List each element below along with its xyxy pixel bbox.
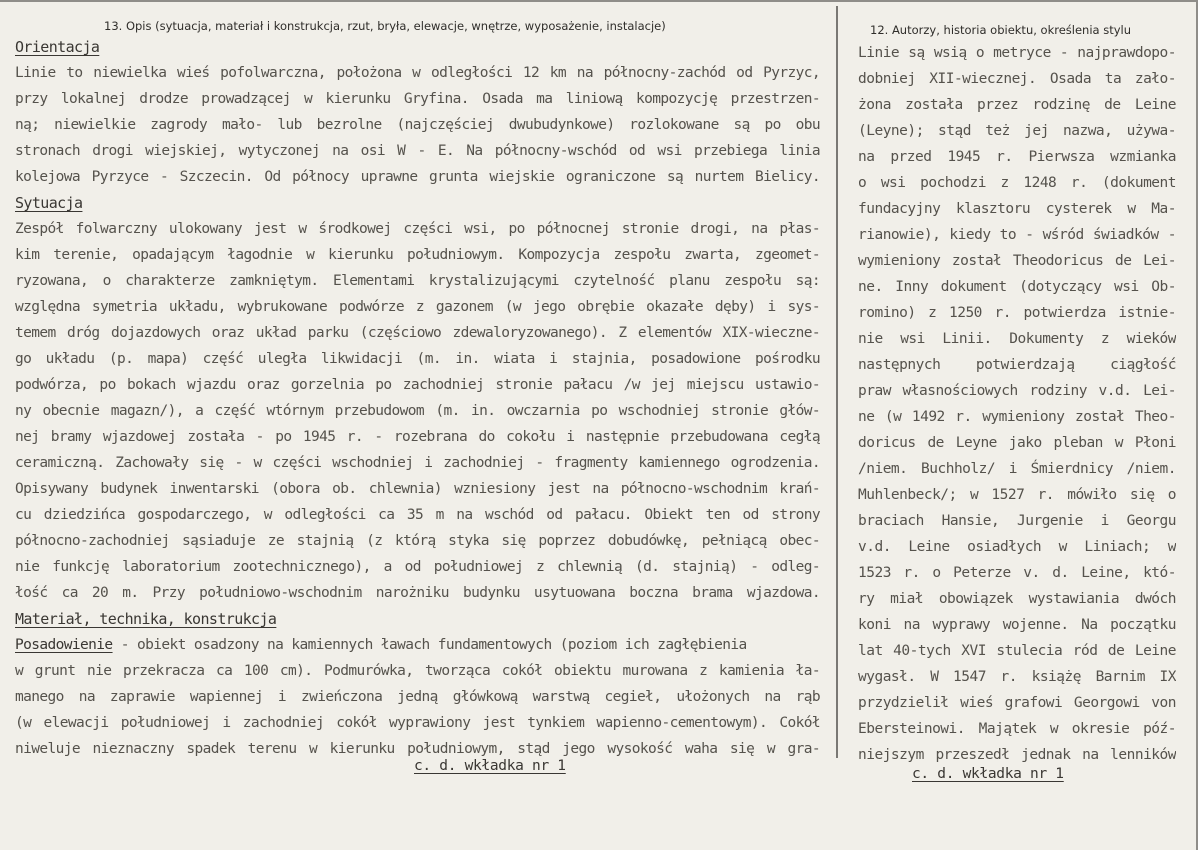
text-line: fundacyjny klasztoru cysterek w Ma- xyxy=(858,201,1176,217)
text-line: Muhlenbeck/; w 1527 r. mówiło się o xyxy=(858,487,1176,503)
text-line: przydzielił wieś grafowi Georgowi von xyxy=(858,695,1176,711)
text-line: Zespół folwarczny ulokowany jest w środkowej części wsi, po północnej stronie drogi, na płas- xyxy=(15,221,820,237)
text-line: manego na zaprawie wapiennej i zwieńczona jedną główkową warstwą cegieł, ułożonych na rąb xyxy=(15,689,820,705)
heading-material: Materiał, technika, konstrukcja xyxy=(15,610,277,628)
text-line: następnych potwierdzają ciągłość xyxy=(858,357,1176,373)
continuation-note: c. d. wkładka nr 1 xyxy=(414,758,566,774)
history-column xyxy=(858,40,1176,768)
text-line: lat 40-tych XVI stulecia ród de Leine xyxy=(858,643,1176,659)
posadowienie-line xyxy=(15,632,820,658)
text-line: ny obecnie magazn/), a część wtórnym przebudowom (m. in. owczarnia po wschodniej stronie głów- xyxy=(15,403,820,419)
text-line: Linie są wsią o metryce - najprawdopo- xyxy=(858,45,1176,61)
text-line: kim terenie, opadającym łagodnie w kierunku południowym. Kompozycja zespołu zwarta, zgeomet- xyxy=(15,247,820,263)
text-line: go układu (p. mapa) część uległa likwidacji (m. in. wiata i stajnia, posadowione pośrodku xyxy=(15,351,820,367)
heading-sytuacja: Sytuacja xyxy=(15,194,83,212)
text-line: ne. Inny dokument (dotyczący wsi Ob- xyxy=(858,279,1176,295)
text-line: dobniej XII-wiecznej. Osada ta zało- xyxy=(858,71,1176,87)
text-line: ry miał obowiązek wystawiania dwóch xyxy=(858,591,1176,607)
text-line: ryzowana, o charakterze zamkniętym. Elementami krystalizującymi czytelność planu zespołu są: xyxy=(15,273,820,289)
text-line: przy lokalnej drodze prowadzącej w kierunku Gryfina. Osada ma liniową kompozycję przestrzen- xyxy=(15,91,820,107)
text-line: o wsi pochodzi z 1248 r. (dokument xyxy=(858,175,1176,191)
text-line: niweluje nieznaczny spadek terenu w kierunku południowym, stąd jego wysokość waha się w gra- xyxy=(15,741,820,757)
text-line: Ebersteinowi. Majątek w okresie póź- xyxy=(858,721,1176,737)
text-line: temem dróg dojazdowych oraz układ parku (częściowo zdewaloryzowanego). Z elementów XIX-wieczne- xyxy=(15,325,820,341)
text-line: ną; niewielkie zagrody mało- lub bezrolne (najczęściej dwubudynkowe) rozlokowane są po obu xyxy=(15,117,820,133)
text-line: północno-zachodniej sąsiaduje ze stajnią (z którą styka się poprzez dobudówkę, pełniącą obec- xyxy=(15,533,820,549)
description-header: 13. Opis (sytuacja, materiał i konstrukcja, rzut, bryła, elewacje, wnętrze, wyposażenie, instalacje) xyxy=(104,19,666,33)
history-header: 12. Autorzy, historia obiektu, określenia stylu xyxy=(870,23,1132,37)
text-line: Linie to niewielka wieś pofolwarczna, położona w odległości 12 km na północny-zachód od Pyrzyc, xyxy=(15,65,820,81)
text-line: v.d. Leine osiadłych w Liniach; w xyxy=(858,539,1176,555)
text-line: cu dziedzińca gospodarczego, w odległości ca 35 m na wschód od pałacu. Obiekt ten od strony xyxy=(15,507,820,523)
text-line: wygasł. W 1547 r. książę Barnim IX xyxy=(858,669,1176,685)
text-line: romino) z 1250 r. potwierdza istnie- xyxy=(858,305,1176,321)
heading-orientacja: Orientacja xyxy=(15,38,100,56)
subheading-posadowienie: Posadowienie xyxy=(15,637,113,653)
description-column xyxy=(15,34,820,762)
text-line-rest: - obiekt osadzony na kamiennych ławach fundamentowych (poziom ich zagłębienia xyxy=(112,637,747,653)
text-line: 1523 r. o Peterze v. d. Leine, któ- xyxy=(858,565,1176,581)
text-line: rianowie), kiedy to - wśród świadków - xyxy=(858,227,1176,243)
text-line: nie wsi Linii. Dokumenty z wieków xyxy=(858,331,1176,347)
text-line: względna symetria układu, wybrukowane podwórze z gazonem (w jego obrębie okazałe dęby) i sys- xyxy=(15,299,820,315)
text-line: kolejowa Pyrzyce - Szczecin. Od północy uprawne grunta wiejskie ograniczone są nurtem Bielicy. xyxy=(15,169,820,185)
page-top-border xyxy=(0,0,1198,2)
text-line: koni na wyprawy wojenne. Na początku xyxy=(858,617,1176,633)
text-line: doricus de Leyne jako pleban w Płoni xyxy=(858,435,1176,451)
text-line: stronach drogi wiejskiej, wytyczonej na osi W - E. Na północny-wschód od wsi przebiega linia xyxy=(15,143,820,159)
text-line: Opisywany budynek inwentarski (obora ob. chlewnia) wzniesiony jest na północno-wschodnim krań- xyxy=(15,481,820,497)
text-line: praw własnościowych rodziny v.d. Lei- xyxy=(858,383,1176,399)
text-line: /niem. Buchholz/ i Śmierdnicy /niem. xyxy=(858,461,1176,477)
text-line: nej bramy wjazdowej została - po 1945 r. - rozebrana do cokołu i następnie przebudowana cegłą xyxy=(15,429,820,445)
text-line: niejszym przeszedł jednak na lenników xyxy=(858,747,1176,763)
text-line: ceramiczną. Zachowały się - w części wschodniej i zachodniej - fragmenty kamiennego ogrodzenia. xyxy=(15,455,820,471)
text-line: nie funkcję laboratorium zootechnicznego), a od południowej z chlewnią (d. stajnią) - odleg- xyxy=(15,559,820,575)
text-line: (w elewacji południowej i zachodniej cokół wyprawiony jest tynkiem wapienno-cementowym). Cokół xyxy=(15,715,820,731)
text-line: (Leyne); stąd też jej nazwa, używa- xyxy=(858,123,1176,139)
text-line: podwórza, po bokach wjazdu oraz gorzelnia po zachodniej stronie pałacu /w jej miejscu ustawio- xyxy=(15,377,820,393)
text-line: żona została przez rodzinę de Leine xyxy=(858,97,1176,113)
text-line: łość ca 20 m. Przy południowo-wschodnim narożniku budynku usytuowana boczna brama wjazdowa. xyxy=(15,585,820,601)
text-line: wymieniony został Theodoricus de Lei- xyxy=(858,253,1176,269)
text-line: w grunt nie przekracza ca 100 cm). Podmurówka, tworząca cokół obiektu murowana z kamienia ła- xyxy=(15,663,820,679)
continuation-note: c. d. wkładka nr 1 xyxy=(912,766,1064,782)
text-line: na przed 1945 r. Pierwsza wzmianka xyxy=(858,149,1176,165)
column-divider xyxy=(836,6,838,758)
text-line: braciach Hansie, Jurgenie i Georgu xyxy=(858,513,1176,529)
text-line: ne (w 1492 r. wymieniony został Theo- xyxy=(858,409,1176,425)
